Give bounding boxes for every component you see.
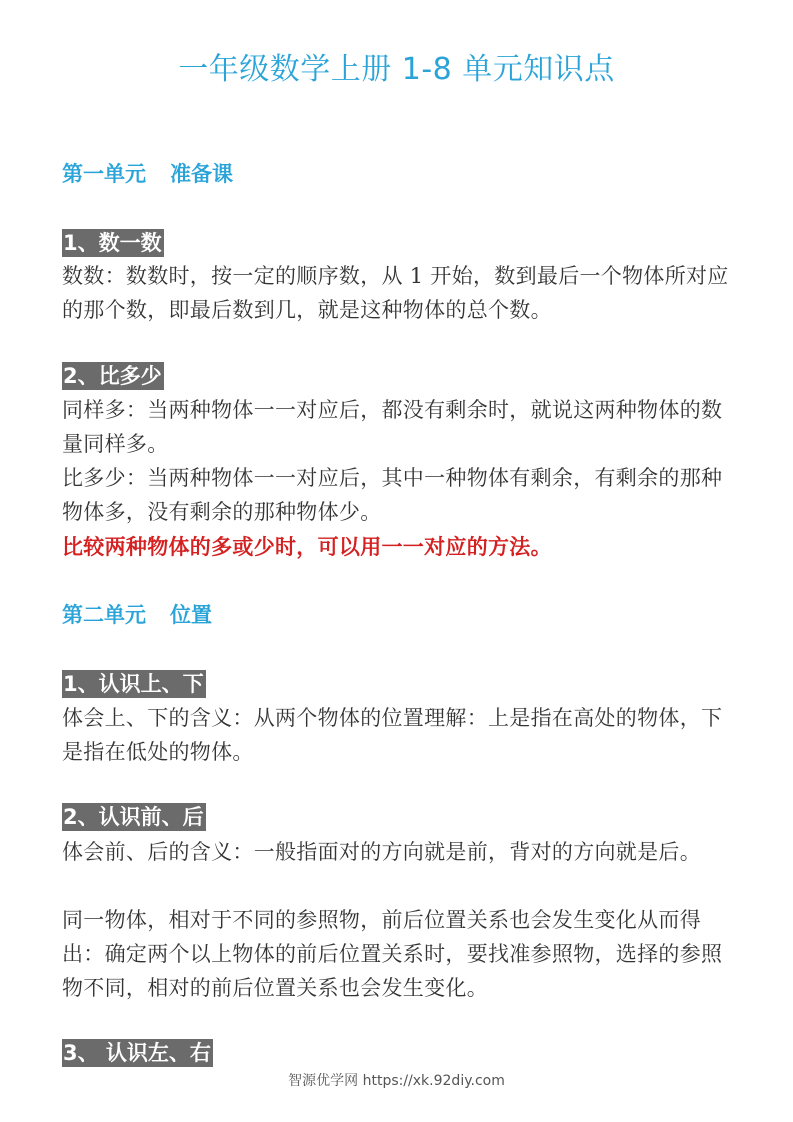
unit-1-name: 准备课 bbox=[170, 162, 233, 186]
section-1-2-heading: 2、比多少 bbox=[63, 364, 162, 388]
unit-1-label: 第一单元 bbox=[62, 162, 146, 186]
section-2-3-heading: 3、 认识左、右 bbox=[63, 1041, 211, 1065]
unit-1-title bbox=[62, 160, 233, 188]
page-title: 一年级数学上册 1-8 单元知识点 bbox=[178, 52, 615, 87]
section-2-2-paragraph-1: 体会前、后的含义：一般指面对的方向就是前，背对的方向就是后。 bbox=[62, 840, 701, 864]
section-1-2-paragraph-1: 同样多：当两种物体一一对应后，都没有剩余时，就说这两种物体的数量同样多。 bbox=[62, 398, 723, 456]
unit-2-title bbox=[62, 601, 212, 629]
section-1-2-paragraph-2: 比多少：当两种物体一一对应后，其中一种物体有剩余，有剩余的那种物体多，没有剩余的那种物体少。 bbox=[62, 466, 723, 524]
section-1-1-heading: 1、数一数 bbox=[63, 231, 162, 255]
section-1-2-highlight: 比较两种物体的多或少时，可以用一一对应的方法。 bbox=[62, 535, 552, 559]
section-2-1-heading: 1、认识上、下 bbox=[63, 672, 204, 696]
section-2-2-paragraph-2: 同一物体，相对于不同的参照物，前后位置关系也会发生变化从而得出：确定两个以上物体的前后位置关系时，要找准参照物，选择的参照物不同，相对的前后位置关系也会发生变化。 bbox=[62, 908, 723, 1000]
unit-2-label: 第二单元 bbox=[62, 603, 146, 627]
footer-watermark: 智源优学网 https://xk.92diy.com bbox=[288, 1073, 505, 1089]
section-2-2-heading: 2、认识前、后 bbox=[63, 805, 204, 829]
section-2-1-paragraph-1: 体会上、下的含义：从两个物体的位置理解：上是指在高处的物体，下是指在低处的物体。 bbox=[62, 706, 723, 764]
section-1-1-paragraph-1: 数数：数数时，按一定的顺序数，从 1 开始，数到最后一个物体所对应的那个数，即最后数到几，就是这种物体的总个数。 bbox=[62, 264, 729, 322]
unit-2-name: 位置 bbox=[170, 603, 212, 627]
